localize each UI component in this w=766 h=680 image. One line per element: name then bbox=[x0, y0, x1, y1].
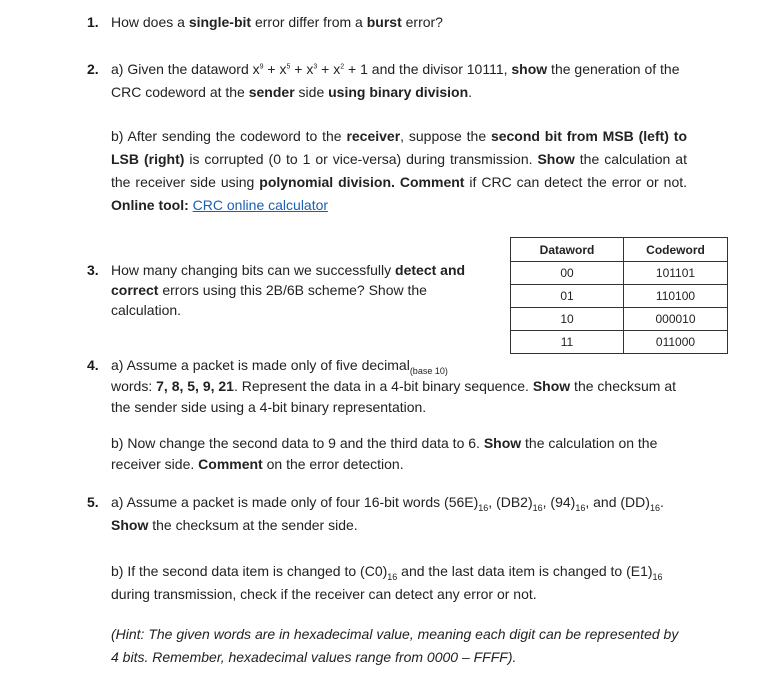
text-span: on the error detection. bbox=[262, 456, 404, 472]
hex-subscript: 16 bbox=[652, 571, 663, 582]
dataword-cell: 11 bbox=[511, 331, 624, 354]
dataword-cell: 01 bbox=[511, 285, 624, 308]
bold-term: sender bbox=[248, 84, 295, 100]
bold-term: polynomial division. bbox=[259, 174, 395, 190]
text-span: b) Now change the second data to 9 and the third data to 6. bbox=[111, 435, 484, 451]
hint-text: (Hint: The given words are in hexadecimal value, meaning each digit can be represented by 4 bits. Remember, hexadecimal values range from 0000 – FFFF). bbox=[111, 626, 679, 665]
text-span: side bbox=[294, 84, 329, 100]
hex-subscript: 16 bbox=[387, 571, 398, 582]
codeword-cell: 000010 bbox=[624, 308, 728, 331]
crc-calculator-link[interactable]: CRC online calculator bbox=[192, 197, 329, 213]
question-text bbox=[111, 11, 687, 34]
question-5b-text bbox=[111, 560, 687, 606]
text-span: if CRC can detect the error or not. bbox=[464, 174, 688, 190]
bold-term: Online tool: bbox=[111, 197, 189, 213]
table-row bbox=[511, 308, 728, 331]
hex-subscript: 16 bbox=[532, 502, 543, 513]
text-span: a) Given the dataword x bbox=[111, 61, 260, 77]
table-row bbox=[511, 262, 728, 285]
text-span: + x bbox=[317, 61, 341, 77]
text-span: the calculation on the receiver side. bbox=[111, 435, 658, 472]
text-span: . bbox=[468, 84, 473, 100]
column-header-dataword: Dataword bbox=[511, 238, 624, 262]
bold-term: Show bbox=[483, 435, 522, 451]
question-4a-text bbox=[111, 355, 687, 418]
text-span: . bbox=[659, 494, 664, 510]
text-span: , suppose the bbox=[400, 128, 491, 144]
exponent: 5 bbox=[286, 63, 291, 71]
bold-term: 7, 8, 5, 9, 21 bbox=[156, 378, 234, 394]
exponent: 9 bbox=[259, 63, 264, 71]
text-span: the generation of the CRC codeword at the bbox=[111, 61, 680, 100]
bold-term: Comment bbox=[399, 174, 465, 190]
bold-term: single-bit bbox=[188, 14, 252, 30]
exponent: 2 bbox=[340, 63, 345, 71]
codeword-cell: 011000 bbox=[624, 331, 728, 354]
text-span: words: bbox=[111, 378, 157, 394]
hex-subscript: 16 bbox=[478, 502, 489, 513]
text-span: , and (DD) bbox=[585, 494, 650, 510]
text-span: b) If the second data item is changed to (C0) bbox=[111, 563, 388, 579]
bold-term: burst bbox=[366, 14, 402, 30]
hex-subscript: 16 bbox=[575, 502, 586, 513]
dataword-codeword-table bbox=[510, 237, 728, 354]
table-row bbox=[511, 285, 728, 308]
text-span: , (DB2) bbox=[488, 494, 533, 510]
text-span: How many changing bits can we successfully bbox=[111, 262, 396, 278]
text-span: the checksum at the sender side using a 4-bit binary representation. bbox=[111, 378, 676, 415]
text-span: is corrupted (0 to 1 or vice-versa) during transmission. bbox=[184, 151, 538, 167]
text-span: and the last data item is changed to (E1) bbox=[397, 563, 653, 579]
hex-subscript: 16 bbox=[649, 502, 660, 513]
question-2a-text bbox=[111, 58, 689, 104]
question-4b-text bbox=[111, 433, 687, 475]
text-span: errors using this 2B/6B scheme? Show the calculation. bbox=[111, 282, 427, 318]
bold-term: using binary division bbox=[328, 84, 469, 100]
column-header-codeword: Codeword bbox=[624, 238, 728, 262]
exponent: 3 bbox=[313, 63, 318, 71]
dataword-cell: 10 bbox=[511, 308, 624, 331]
bold-term: detect and correct bbox=[111, 262, 466, 298]
bold-term: Show bbox=[537, 151, 575, 167]
text-span: the checksum at the sender side. bbox=[148, 517, 358, 533]
text-span: , (94) bbox=[542, 494, 576, 510]
text-span: the calculation at the receiver side using bbox=[111, 151, 687, 190]
text-span: + x bbox=[290, 61, 314, 77]
codeword-cell: 101101 bbox=[624, 262, 728, 285]
question-2b-text bbox=[111, 125, 687, 217]
question-number: 3. bbox=[87, 262, 99, 278]
question-number: 2. bbox=[87, 61, 99, 77]
text-span: a) Assume a packet is made only of four 16-bit words (56E) bbox=[111, 494, 479, 510]
bold-term: receiver bbox=[346, 128, 401, 144]
text-span: a) Assume a packet is made only of five decimal bbox=[111, 357, 410, 373]
text-span: . Represent the data in a 4-bit binary sequence. bbox=[233, 378, 533, 394]
bold-term: second bit from MSB (left) to LSB (right) bbox=[111, 128, 688, 167]
table-header-row bbox=[511, 238, 728, 262]
table-row bbox=[511, 331, 728, 354]
text-span: error differ from a bbox=[251, 14, 367, 30]
text-span: error? bbox=[401, 14, 443, 30]
dataword-cell: 00 bbox=[511, 262, 624, 285]
text-span: + x bbox=[263, 61, 287, 77]
text-span: + 1 and the divisor 10111, bbox=[344, 61, 512, 77]
question-text bbox=[111, 260, 481, 320]
question-5a-text bbox=[111, 491, 691, 537]
bold-term: Show bbox=[532, 378, 571, 394]
bold-term: Show bbox=[111, 517, 149, 533]
base-subscript: (base 10) bbox=[409, 365, 448, 376]
codeword-cell: 110100 bbox=[624, 285, 728, 308]
bold-term: show bbox=[511, 61, 548, 77]
text-span: during transmission, check if the receiver can detect any error or not. bbox=[111, 586, 537, 602]
bold-term: Comment bbox=[198, 456, 263, 472]
question-number: 1. bbox=[87, 14, 99, 30]
question-number: 5. bbox=[87, 494, 99, 510]
text-span: How does a bbox=[111, 14, 189, 30]
text-span: b) After sending the codeword to the bbox=[111, 128, 347, 144]
question-number: 4. bbox=[87, 357, 99, 373]
